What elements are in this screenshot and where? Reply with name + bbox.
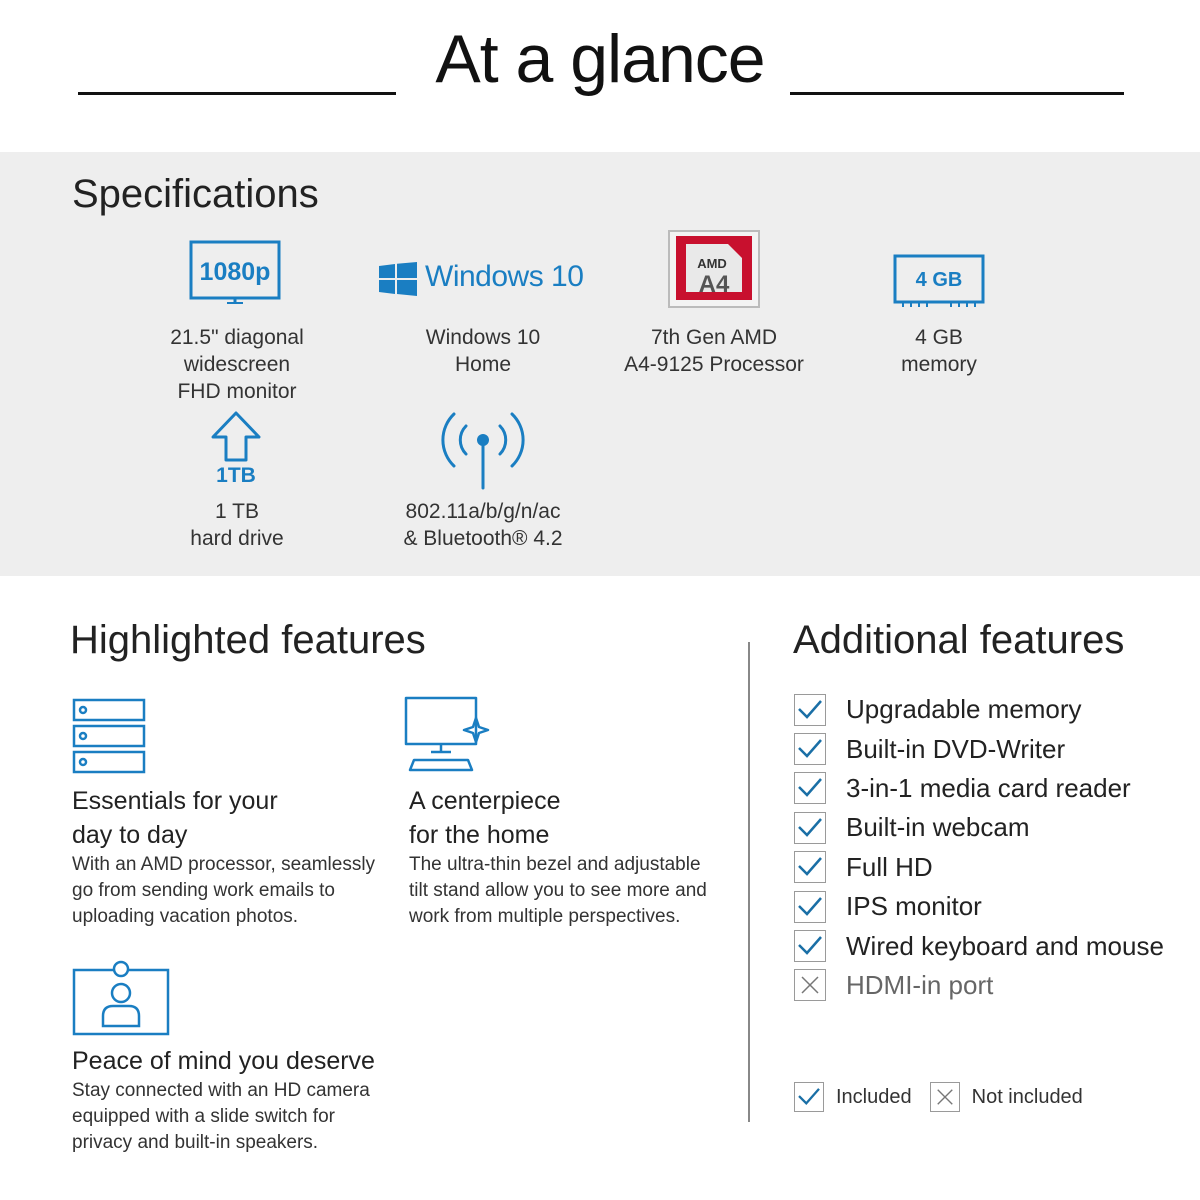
feature-label: Wired keyboard and mouse xyxy=(846,930,1164,961)
check-icon xyxy=(794,772,826,804)
os-line-2: Home xyxy=(454,353,512,376)
memory-spec xyxy=(839,324,1039,378)
cross-icon xyxy=(794,969,826,1001)
legend-not-included-label: Not included xyxy=(971,1085,1083,1108)
feature-centerpiece-desc-3: work from multiple perspectives. xyxy=(409,906,681,927)
feature-peace-desc-1: Stay connected with an HD camera xyxy=(72,1080,370,1101)
feature-essentials-desc-2: go from sending work emails to xyxy=(72,880,335,901)
cross-icon xyxy=(930,1082,960,1112)
feature-centerpiece-title-2: for the home xyxy=(409,821,550,849)
feature-essentials xyxy=(72,784,392,930)
desktop-sparkle-icon xyxy=(404,696,492,774)
server-stack-icon xyxy=(72,698,146,774)
windows-logo-text: Windows 10 xyxy=(425,260,584,293)
feature-label: Built-in webcam xyxy=(846,812,1030,843)
storage-line-2: hard drive xyxy=(190,527,284,550)
hard-drive-arrow-icon xyxy=(210,410,262,462)
feature-centerpiece-desc-1: The ultra-thin bezel and adjustable xyxy=(409,854,701,875)
amd-badge-model: A4 xyxy=(698,271,730,298)
processor-line-2: A4-9125 Processor xyxy=(624,353,804,376)
monitor-line-3: FHD monitor xyxy=(177,380,297,403)
specifications-heading: Specifications xyxy=(72,172,319,216)
monitor-icon-label: 1080p xyxy=(199,258,271,286)
feature-label: 3-in-1 media card reader xyxy=(846,772,1131,803)
check-icon xyxy=(794,930,826,962)
processor-line-1: 7th Gen AMD xyxy=(650,326,778,349)
legend xyxy=(794,1082,1101,1112)
check-icon xyxy=(794,812,826,844)
title-rule-right xyxy=(790,92,1124,95)
page-title: At a glance xyxy=(435,21,765,97)
feature-label: HDMI-in port xyxy=(846,969,994,1000)
additional-features-list xyxy=(794,690,1194,1005)
list-item xyxy=(794,926,1194,965)
feature-label: Full HD xyxy=(846,851,933,882)
list-item xyxy=(794,808,1194,847)
wireless-signal-icon xyxy=(438,404,528,490)
os-line-1: Windows 10 xyxy=(425,326,541,349)
check-icon xyxy=(794,851,826,883)
feature-centerpiece-desc-2: tilt stand allow you to see more and xyxy=(409,880,707,901)
wireless-line-1: 802.11a/b/g/n/ac xyxy=(405,500,561,523)
memory-icon-label: 4 GB xyxy=(915,269,963,291)
webcam-privacy-icon xyxy=(72,960,170,1036)
wireless-spec xyxy=(373,498,593,552)
hard-drive-icon-label: 1TB xyxy=(216,464,256,487)
list-item xyxy=(794,729,1194,768)
processor-spec xyxy=(604,324,824,378)
feature-essentials-title-1: Essentials for your xyxy=(72,787,278,815)
legend-included-label: Included xyxy=(836,1085,912,1108)
list-item xyxy=(794,887,1194,926)
monitor-line-2: widescreen xyxy=(183,353,291,376)
monitor-spec xyxy=(137,324,337,405)
memory-line-1: 4 GB xyxy=(915,326,963,349)
monitor-icon xyxy=(189,240,281,304)
feature-label: Upgradable memory xyxy=(846,694,1082,725)
windows-logo-icon xyxy=(379,262,417,296)
os-spec xyxy=(383,324,583,378)
check-icon xyxy=(794,1082,824,1112)
memory-icon xyxy=(893,254,985,308)
monitor-line-1: 21.5" diagonal xyxy=(170,326,304,349)
list-item xyxy=(794,690,1194,729)
list-item xyxy=(794,966,1194,1005)
feature-centerpiece-title-1: A centerpiece xyxy=(409,787,561,815)
list-item xyxy=(794,769,1194,808)
feature-peace-of-mind xyxy=(72,1044,412,1156)
wireless-line-2: & Bluetooth® 4.2 xyxy=(403,527,563,550)
storage-spec xyxy=(137,498,337,552)
feature-peace-title-1: Peace of mind you deserve xyxy=(72,1047,375,1075)
check-icon xyxy=(794,733,826,765)
feature-peace-desc-3: privacy and built-in speakers. xyxy=(72,1132,319,1153)
amd-a4-badge-icon xyxy=(668,230,760,308)
feature-label: Built-in DVD-Writer xyxy=(846,733,1066,764)
feature-label: IPS monitor xyxy=(846,891,982,922)
check-icon xyxy=(794,694,826,726)
list-item xyxy=(794,848,1194,887)
amd-badge-brand: AMD xyxy=(697,256,727,271)
storage-line-1: 1 TB xyxy=(215,500,259,523)
feature-essentials-desc-1: With an AMD processor, seamlessly xyxy=(72,854,376,875)
memory-line-2: memory xyxy=(901,353,977,376)
section-divider xyxy=(748,642,750,1122)
feature-essentials-desc-3: uploading vacation photos. xyxy=(72,906,299,927)
feature-centerpiece xyxy=(409,784,739,930)
check-icon xyxy=(794,891,826,923)
feature-essentials-title-2: day to day xyxy=(72,821,188,849)
additional-features-heading: Additional features xyxy=(793,618,1125,662)
highlighted-features-heading: Highlighted features xyxy=(70,618,426,662)
feature-peace-desc-2: equipped with a slide switch for xyxy=(72,1106,335,1127)
